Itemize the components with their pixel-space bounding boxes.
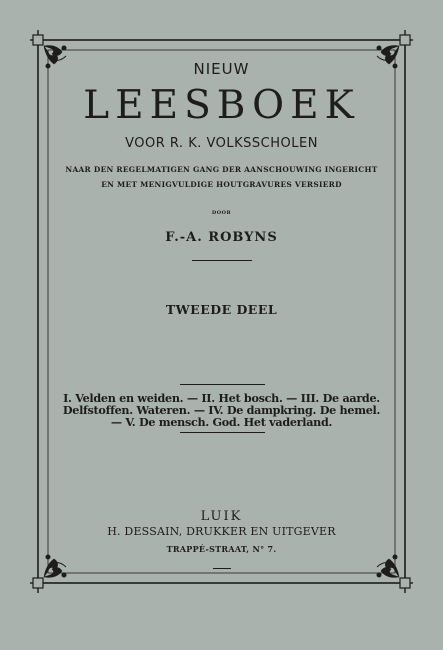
author-name: F.-A. ROBYNS (165, 230, 278, 245)
description-line-2: EN MET MENIGVULDIGE HOUTGRAVURES VERSIERD (101, 180, 342, 189)
by-label: DOOR (211, 210, 232, 216)
contents-line-1: I. Velden en weiden. — II. Het bosch. — III. De aarde. (63, 391, 380, 405)
volume-part: TWEEDE DEEL (165, 302, 278, 317)
book-subtitle: VOOR R. K. VOLKSSCHOLEN (125, 136, 318, 151)
divider-rule (192, 260, 252, 261)
description-line-1: NAAR DEN REGELMATIGEN GANG DER AANSCHOUWING INGERICHT (65, 165, 378, 174)
title-kicker: NIEUW (193, 60, 250, 78)
book-title: LEESBOEK (83, 83, 360, 128)
contents-line-3: — V. De mensch. God. Het vaderland. (110, 415, 333, 429)
imprint-city: LUIK (200, 509, 243, 524)
closing-rule (213, 568, 231, 569)
contents-rule-bottom (180, 432, 265, 433)
imprint-publisher: H. DESSAIN, DRUKKER EN UITGEVER (107, 525, 336, 538)
imprint-address: TRAPPÉ-STRAAT, N° 7. (166, 544, 277, 554)
contents-rule-top (180, 384, 265, 385)
contents-line-2: Delfstoffen. Wateren. — IV. De dampkring. De hemel. (62, 403, 381, 417)
